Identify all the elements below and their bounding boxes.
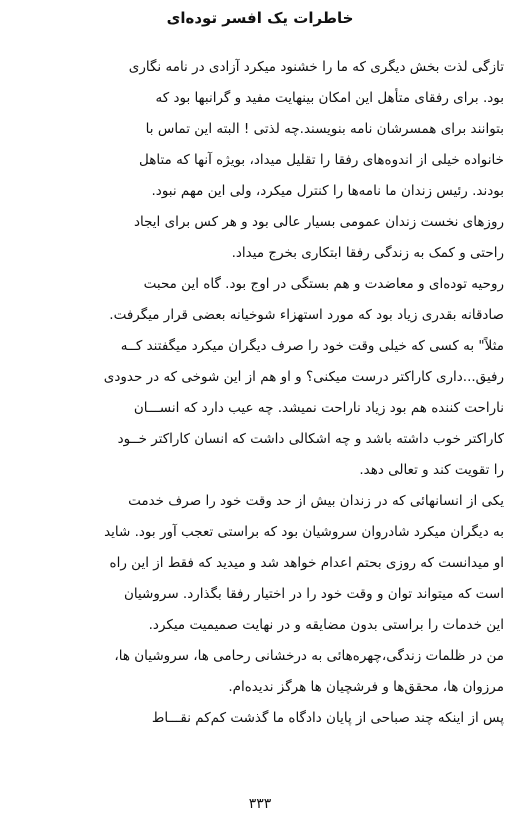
text-line: روحیه توده‌ای و معاضدت و هم بستگی در اوج بود. گاه این محبت <box>143 276 504 292</box>
text-line: را تقویت کند و تعالی دهد. <box>359 462 504 478</box>
page-title: خاطرات یک افسر توده‌ای <box>166 9 354 27</box>
text-line: خانواده خیلی از اندوه‌های رفقا را تقلیل میداد، بویژه آنها که متاهل <box>139 152 504 168</box>
text-line: من در ظلمات زندگی،چهره‌هائی به درخشانی رحامی ها، سروشیان ها، <box>114 648 504 664</box>
text-line: تازگی لذت بخش دیگری که ما را خشنود میکرد آزادی در نامه نگاری <box>128 59 504 75</box>
body-text <box>18 52 504 734</box>
text-line: مرزوان ها، محقق‌ها و فرشچیان ها هرگز ندیده‌ام. <box>228 679 504 695</box>
text-line: به دیگران میکرد شادروان سروشیان بود که براستی تعجب آور بود. شاید <box>104 524 504 540</box>
text-line: یکی از انسانهائی که در زندان بیش از حد وقت خود را صرف خدمت <box>128 493 504 509</box>
text-line: روزهای نخست زندان عمومی بسیار عالی بود و هر کس برای ایجاد <box>133 214 504 230</box>
text-line: است که میتواند توان و وقت خود را در اختیار رفقا بگذارد. سروشیان <box>123 586 504 602</box>
text-line: صادقانه بقدری زیاد بود که مورد استهزاء شوخیانه بعضی قرار میگرفت. <box>109 307 504 323</box>
text-line: بودند. رئیس زندان ما نامه‌ها را کنترل میکرد، ولی این مهم نبود. <box>151 183 504 199</box>
text-line: رفیق...داری کاراکتر درست میکنی؟ و او هم از این شوخی که در حدودی <box>103 369 504 385</box>
text-line: پس از اینکه چند صباحی از پایان دادگاه ما گذشت کم‌کم نقـــاط <box>151 710 504 726</box>
text-line: راحتی و کمک به زندگی رفقا ابتکاری بخرج میداد. <box>231 245 504 261</box>
text-line: کاراکتر خوب داشته باشد و چه اشکالی داشت که انسان کاراکتر خــود <box>117 431 504 447</box>
text-line: بتوانند برای همسرشان نامه بنویسند.چه لذتی ! البته این تماس با <box>145 121 504 137</box>
text-line: بود. برای رفقای متأهل این امکان بینهایت مفید و گرانبها بود که <box>155 90 504 106</box>
text-line: او میدانست که روزی بحتم اعدام خواهد شد و میدید که فقط از این راه <box>109 555 504 571</box>
page-number: ۳۳۳ <box>248 796 272 812</box>
text-line: مثلاً" به کسی که خیلی وقت خود را صرف دیگران میکرد میگفتند کــه <box>120 338 504 354</box>
text-line: ناراحت کننده هم بود زیاد ناراحت نمیشد. چه عیب دارد که انســـان <box>133 400 504 416</box>
text-line: این خدمات را براستی بدون مضایقه و در نهایت صمیمیت میکرد. <box>148 617 504 633</box>
